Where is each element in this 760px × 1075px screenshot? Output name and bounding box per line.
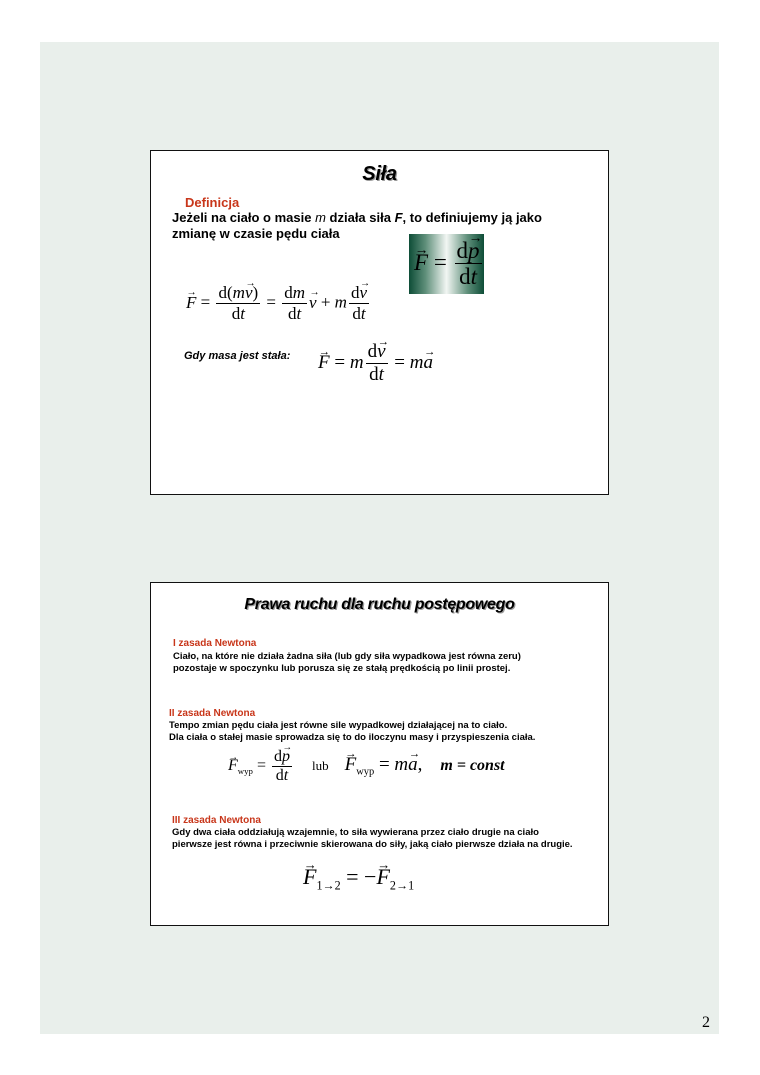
mass-symbol: m	[315, 210, 326, 225]
force-derivative-formula: → F = $\frac{d(m\to v)}{dt}$ = $\frac{dm}{dt}$ → v + m $\frac{d\to v}{dt}$	[186, 284, 371, 323]
constant-mass-label: Gdy masa jest stała:	[184, 350, 291, 362]
definition-text: działa siła	[325, 210, 395, 225]
law2-heading: II zasada Newtona	[169, 708, 256, 719]
page-number: 2	[702, 1014, 710, 1031]
definition-line-2: zmianę w czasie pędu ciała	[172, 226, 340, 241]
law1-line-2: pozostaje w spoczynku lub porusza się ze stałą prędkością po linii prostej.	[173, 663, 511, 674]
or-text: lub	[311, 758, 329, 774]
law2-line-2: Dla ciała o stałej masie sprowadza się to do iloczynu masy i przyspieszenia ciała.	[169, 732, 536, 743]
definition-text: Jeżeli na ciało o masie	[172, 210, 316, 225]
law1-heading: I zasada Newtona	[173, 638, 257, 649]
constant-mass-condition: m = const	[440, 757, 505, 775]
definition-line-1	[172, 210, 542, 225]
force-symbol: F	[394, 210, 403, 225]
law3-line-2: pierwsze jest równa i przeciwnie skierowana do siły, jaką ciało pierwsze działa na drugie.	[172, 839, 573, 850]
newton-second-law-formula: → F = m $\frac{d\to v}{dt}$ = m→ a	[318, 342, 433, 386]
law3-heading: III zasada Newtona	[172, 815, 261, 826]
slide-title: Siła	[362, 163, 397, 185]
law3-formula: → $F_{1\to 2}$ = −→ $F_{2\to 1}$	[303, 864, 414, 893]
law3-line-1: Gdy dwa ciała oddziałują wzajemnie, to siła wywierana przez ciało drugie na ciało	[172, 827, 539, 838]
definition-heading: Definicja	[185, 195, 240, 210]
momentum-formula: → F = $\frac{d\to p}{dt}$	[414, 238, 484, 291]
law2-line-1: Tempo zmian pędu ciała jest równe sile wypadkowej działającej na to ciało.	[169, 720, 508, 731]
law2-formula: → $F_{wyp}$ = $\frac{d\to p}{dt}$ lub → $F_{wyp} = m\to a$, m = const	[228, 748, 505, 785]
slide-title: Prawa ruchu dla ruchu postępowego	[244, 596, 515, 613]
definition-text: , to definiujemy ją jako	[402, 210, 542, 225]
law1-line-1: Ciało, na które nie działa żadna siła (lub gdy siła wypadkowa jest równa zeru)	[173, 651, 521, 662]
